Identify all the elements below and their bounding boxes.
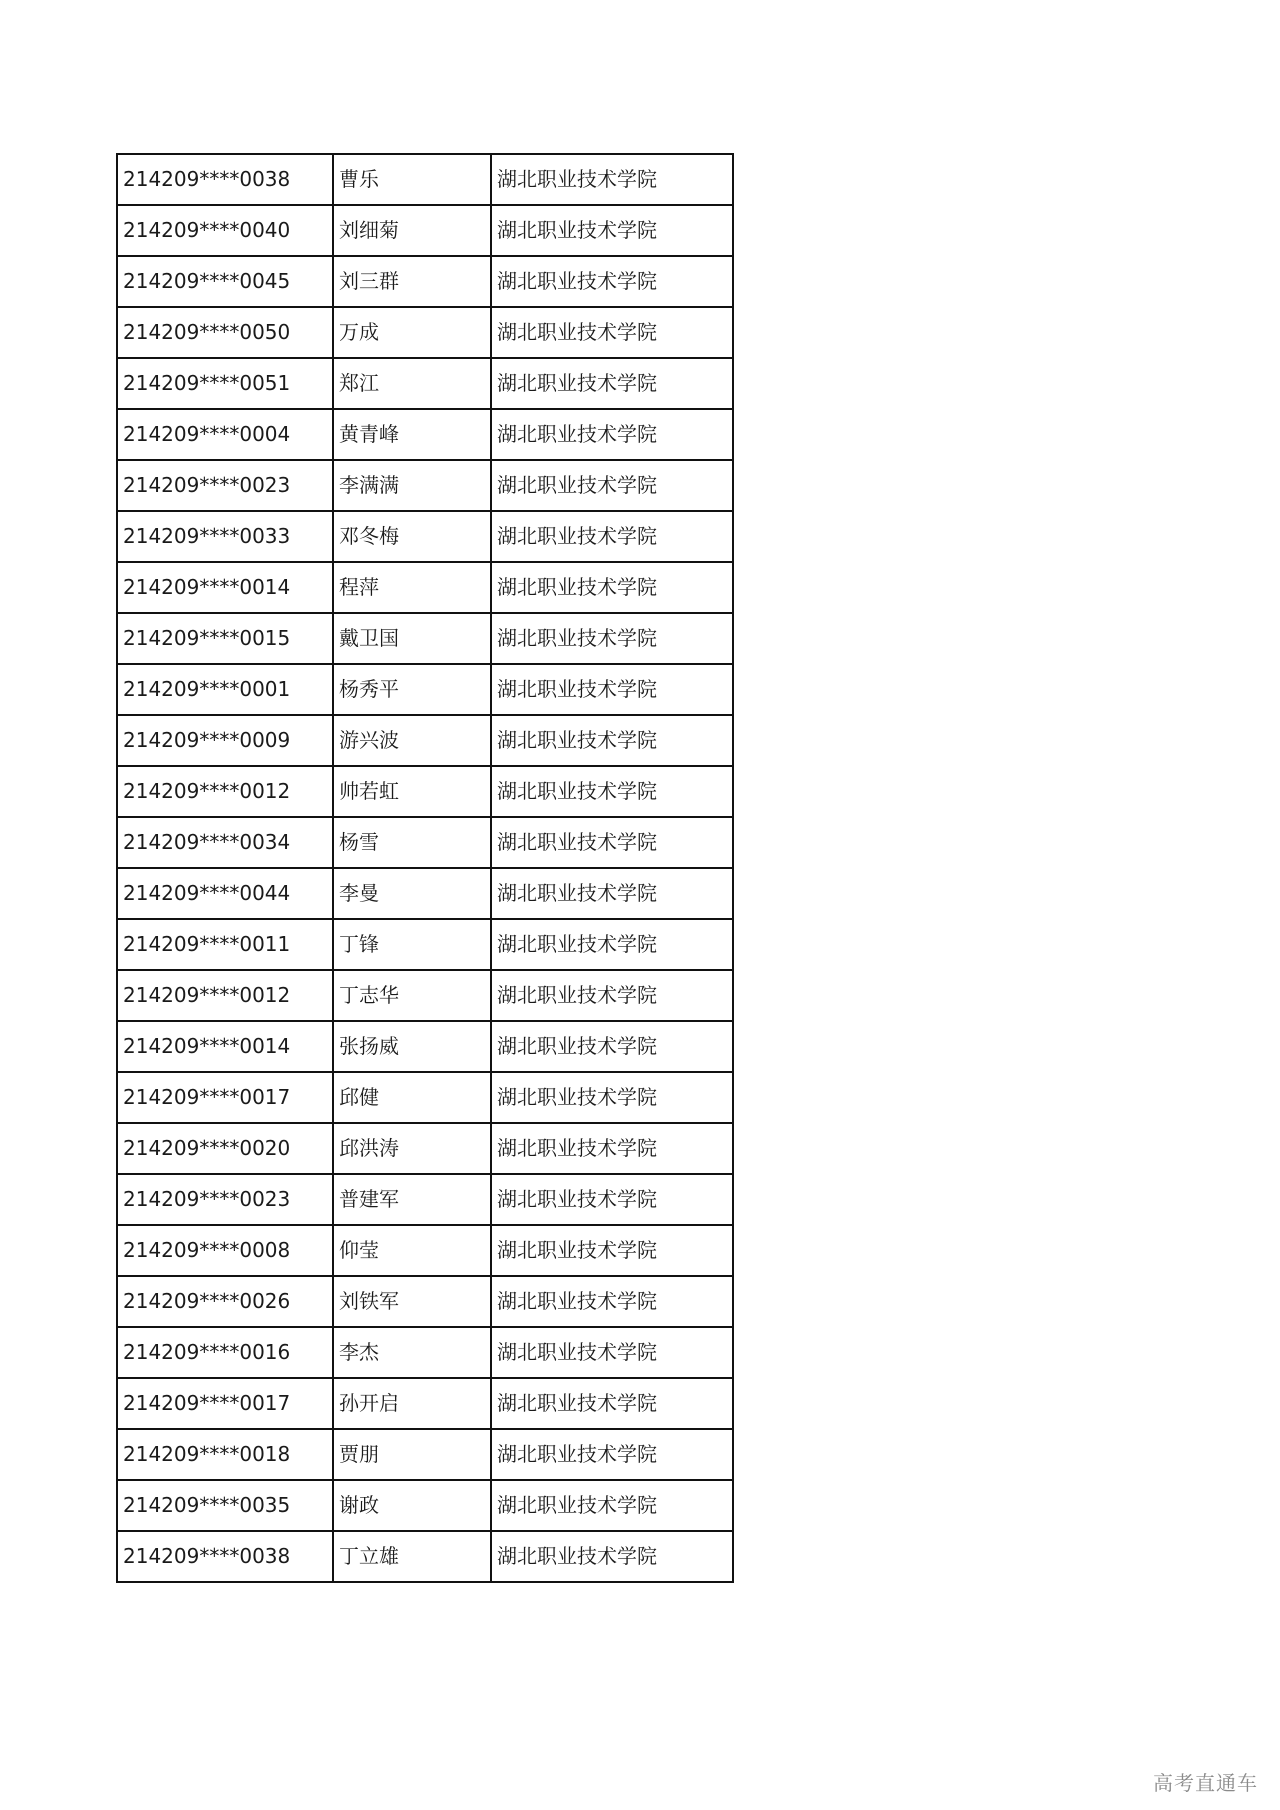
table-row bbox=[117, 1378, 733, 1429]
id-cell: 214209****0050 bbox=[117, 307, 333, 358]
name-cell: 普建军 bbox=[333, 1174, 491, 1225]
id-cell: 214209****0033 bbox=[117, 511, 333, 562]
id-cell: 214209****0015 bbox=[117, 613, 333, 664]
name-cell: 戴卫国 bbox=[333, 613, 491, 664]
id-cell: 214209****0023 bbox=[117, 460, 333, 511]
name-cell: 刘三群 bbox=[333, 256, 491, 307]
id-cell: 214209****0038 bbox=[117, 154, 333, 205]
id-cell: 214209****0045 bbox=[117, 256, 333, 307]
table-row bbox=[117, 1276, 733, 1327]
school-cell: 湖北职业技术学院 bbox=[491, 511, 733, 562]
id-cell: 214209****0020 bbox=[117, 1123, 333, 1174]
table-row bbox=[117, 1174, 733, 1225]
school-cell: 湖北职业技术学院 bbox=[491, 1072, 733, 1123]
table-row bbox=[117, 1531, 733, 1582]
school-cell: 湖北职业技术学院 bbox=[491, 460, 733, 511]
school-cell: 湖北职业技术学院 bbox=[491, 970, 733, 1021]
id-cell: 214209****0018 bbox=[117, 1429, 333, 1480]
name-cell: 杨秀平 bbox=[333, 664, 491, 715]
id-cell: 214209****0023 bbox=[117, 1174, 333, 1225]
name-cell: 张扬威 bbox=[333, 1021, 491, 1072]
school-cell: 湖北职业技术学院 bbox=[491, 1531, 733, 1582]
roster-table-body bbox=[117, 154, 733, 1582]
table-row bbox=[117, 256, 733, 307]
table-row bbox=[117, 1123, 733, 1174]
table-row bbox=[117, 919, 733, 970]
name-cell: 郑江 bbox=[333, 358, 491, 409]
id-cell: 214209****0004 bbox=[117, 409, 333, 460]
table-row bbox=[117, 358, 733, 409]
id-cell: 214209****0014 bbox=[117, 562, 333, 613]
name-cell: 谢政 bbox=[333, 1480, 491, 1531]
id-cell: 214209****0026 bbox=[117, 1276, 333, 1327]
school-cell: 湖北职业技术学院 bbox=[491, 154, 733, 205]
school-cell: 湖北职业技术学院 bbox=[491, 919, 733, 970]
name-cell: 游兴波 bbox=[333, 715, 491, 766]
school-cell: 湖北职业技术学院 bbox=[491, 1225, 733, 1276]
table-row bbox=[117, 715, 733, 766]
name-cell: 杨雪 bbox=[333, 817, 491, 868]
id-cell: 214209****0016 bbox=[117, 1327, 333, 1378]
watermark-text: 高考直通车 bbox=[1153, 1771, 1258, 1795]
school-cell: 湖北职业技术学院 bbox=[491, 1174, 733, 1225]
id-cell: 214209****0012 bbox=[117, 970, 333, 1021]
id-cell: 214209****0008 bbox=[117, 1225, 333, 1276]
name-cell: 丁志华 bbox=[333, 970, 491, 1021]
school-cell: 湖北职业技术学院 bbox=[491, 409, 733, 460]
table-row bbox=[117, 511, 733, 562]
table-row bbox=[117, 154, 733, 205]
name-cell: 仰莹 bbox=[333, 1225, 491, 1276]
table-row bbox=[117, 1021, 733, 1072]
table-row bbox=[117, 664, 733, 715]
school-cell: 湖北职业技术学院 bbox=[491, 358, 733, 409]
table-row bbox=[117, 460, 733, 511]
roster-table bbox=[116, 153, 734, 1583]
name-cell: 刘铁军 bbox=[333, 1276, 491, 1327]
table-row bbox=[117, 307, 733, 358]
school-cell: 湖北职业技术学院 bbox=[491, 817, 733, 868]
table-row bbox=[117, 970, 733, 1021]
school-cell: 湖北职业技术学院 bbox=[491, 868, 733, 919]
name-cell: 丁立雄 bbox=[333, 1531, 491, 1582]
name-cell: 李杰 bbox=[333, 1327, 491, 1378]
table-row bbox=[117, 409, 733, 460]
id-cell: 214209****0034 bbox=[117, 817, 333, 868]
name-cell: 邱健 bbox=[333, 1072, 491, 1123]
table-row bbox=[117, 1072, 733, 1123]
id-cell: 214209****0012 bbox=[117, 766, 333, 817]
name-cell: 贾朋 bbox=[333, 1429, 491, 1480]
id-cell: 214209****0040 bbox=[117, 205, 333, 256]
table-row bbox=[117, 613, 733, 664]
id-cell: 214209****0051 bbox=[117, 358, 333, 409]
name-cell: 万成 bbox=[333, 307, 491, 358]
school-cell: 湖北职业技术学院 bbox=[491, 205, 733, 256]
id-cell: 214209****0009 bbox=[117, 715, 333, 766]
school-cell: 湖北职业技术学院 bbox=[491, 307, 733, 358]
school-cell: 湖北职业技术学院 bbox=[491, 1429, 733, 1480]
school-cell: 湖北职业技术学院 bbox=[491, 1480, 733, 1531]
school-cell: 湖北职业技术学院 bbox=[491, 1378, 733, 1429]
name-cell: 帅若虹 bbox=[333, 766, 491, 817]
school-cell: 湖北职业技术学院 bbox=[491, 664, 733, 715]
table-row bbox=[117, 1480, 733, 1531]
table-row bbox=[117, 562, 733, 613]
name-cell: 丁锋 bbox=[333, 919, 491, 970]
name-cell: 曹乐 bbox=[333, 154, 491, 205]
table-row bbox=[117, 868, 733, 919]
school-cell: 湖北职业技术学院 bbox=[491, 1276, 733, 1327]
id-cell: 214209****0017 bbox=[117, 1072, 333, 1123]
id-cell: 214209****0014 bbox=[117, 1021, 333, 1072]
name-cell: 刘细菊 bbox=[333, 205, 491, 256]
school-cell: 湖北职业技术学院 bbox=[491, 1327, 733, 1378]
school-cell: 湖北职业技术学院 bbox=[491, 562, 733, 613]
id-cell: 214209****0011 bbox=[117, 919, 333, 970]
school-cell: 湖北职业技术学院 bbox=[491, 1123, 733, 1174]
name-cell: 黄青峰 bbox=[333, 409, 491, 460]
id-cell: 214209****0044 bbox=[117, 868, 333, 919]
name-cell: 李满满 bbox=[333, 460, 491, 511]
table-row bbox=[117, 766, 733, 817]
school-cell: 湖北职业技术学院 bbox=[491, 1021, 733, 1072]
school-cell: 湖北职业技术学院 bbox=[491, 715, 733, 766]
school-cell: 湖北职业技术学院 bbox=[491, 256, 733, 307]
table-row bbox=[117, 1225, 733, 1276]
id-cell: 214209****0038 bbox=[117, 1531, 333, 1582]
id-cell: 214209****0035 bbox=[117, 1480, 333, 1531]
table-row bbox=[117, 1429, 733, 1480]
school-cell: 湖北职业技术学院 bbox=[491, 613, 733, 664]
table-row bbox=[117, 205, 733, 256]
name-cell: 邱洪涛 bbox=[333, 1123, 491, 1174]
name-cell: 程萍 bbox=[333, 562, 491, 613]
id-cell: 214209****0017 bbox=[117, 1378, 333, 1429]
school-cell: 湖北职业技术学院 bbox=[491, 766, 733, 817]
name-cell: 李曼 bbox=[333, 868, 491, 919]
table-row bbox=[117, 817, 733, 868]
name-cell: 孙开启 bbox=[333, 1378, 491, 1429]
table-row bbox=[117, 1327, 733, 1378]
id-cell: 214209****0001 bbox=[117, 664, 333, 715]
name-cell: 邓冬梅 bbox=[333, 511, 491, 562]
